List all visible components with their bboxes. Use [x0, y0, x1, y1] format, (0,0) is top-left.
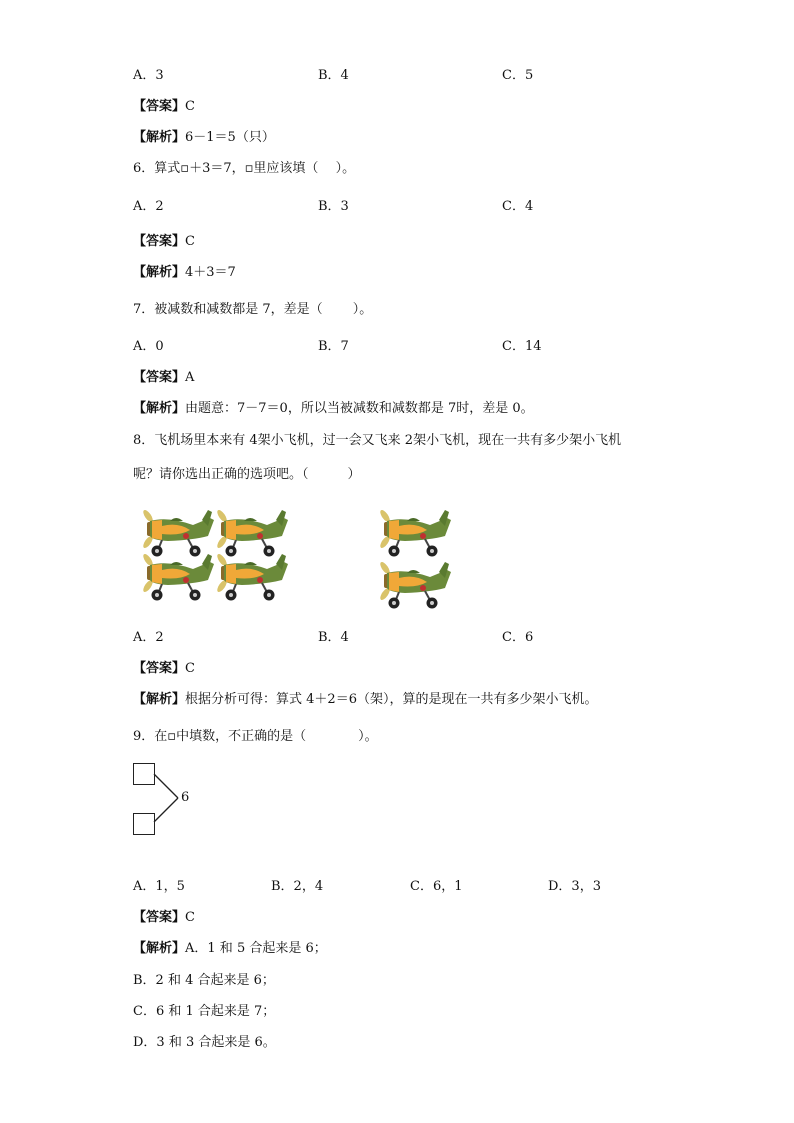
airplane-icon: [138, 508, 216, 558]
q8-option-b: B．4: [318, 630, 349, 645]
q8-question-line1: 8．飞机场里本来有 4架小飞机，过一会又飞来 2架小飞机，现在一共有多少架小飞机: [133, 433, 622, 448]
q7-option-c: C．14: [502, 339, 542, 354]
q9-option-d: D．3，3: [548, 879, 601, 894]
q8-question-line2: 呢？请你选出正确的选项吧。（ ）: [133, 467, 361, 482]
q6-option-a: A．2: [133, 199, 164, 214]
q8-option-c: C．6: [502, 630, 534, 645]
airplane-icon: [212, 508, 290, 558]
q5-option-a: A．3: [133, 68, 164, 83]
q9-answer: 【答案】C: [133, 910, 195, 925]
q9-option-b: B．2，4: [271, 879, 324, 894]
q6-option-c: C．4: [502, 199, 534, 214]
q9-question: 9．在▫中填数，不正确的是（ ）。: [133, 729, 378, 744]
q8-analysis: 【解析】根据分析可得：算式 4＋2＝6（架），算的是现在一共有多少架小飞机。: [133, 692, 598, 707]
q8-answer: 【答案】C: [133, 661, 195, 676]
q9-option-c: C．6，1: [410, 879, 463, 894]
empty-box-top: [133, 763, 155, 785]
q9-analysis-3: C．6 和 1 合起来是 7；: [133, 1004, 276, 1019]
q8-option-a: A．2: [133, 630, 164, 645]
airplane-icon: [375, 560, 453, 610]
q7-answer: 【答案】A: [133, 370, 195, 385]
q5-analysis: 【解析】6－1＝5（只）: [133, 130, 275, 145]
q6-option-b: B．3: [318, 199, 349, 214]
q9-analysis-4: D．3 和 3 合起来是 6。: [133, 1035, 276, 1050]
empty-box-bottom: [133, 813, 155, 835]
q5-answer: 【答案】C: [133, 99, 195, 114]
split-lines: [153, 770, 183, 830]
q7-option-b: B．7: [318, 339, 349, 354]
diagram-total: 6: [181, 790, 190, 805]
q5-option-b: B．4: [318, 68, 349, 83]
q9-analysis-2: B．2 和 4 合起来是 6；: [133, 973, 275, 988]
airplane-icon: [138, 552, 216, 602]
q7-option-a: A．0: [133, 339, 164, 354]
q7-question: 7．被减数和减数都是 7，差是（ ）。: [133, 302, 373, 317]
airplane-icon: [212, 552, 290, 602]
q5-option-c: C．5: [502, 68, 534, 83]
airplane-icon: [375, 508, 453, 558]
q6-answer: 【答案】C: [133, 234, 195, 249]
q9-option-a: A．1，5: [133, 879, 185, 894]
q6-question: 6．算式▫＋3＝7，▫里应该填（ ）。: [133, 161, 356, 176]
q7-analysis: 【解析】由题意：7－7＝0，所以当被减数和减数都是 7时，差是 0。: [133, 401, 534, 416]
q6-analysis: 【解析】4＋3＝7: [133, 265, 236, 280]
q9-analysis-1: 【解析】A．1 和 5 合起来是 6；: [133, 941, 327, 956]
